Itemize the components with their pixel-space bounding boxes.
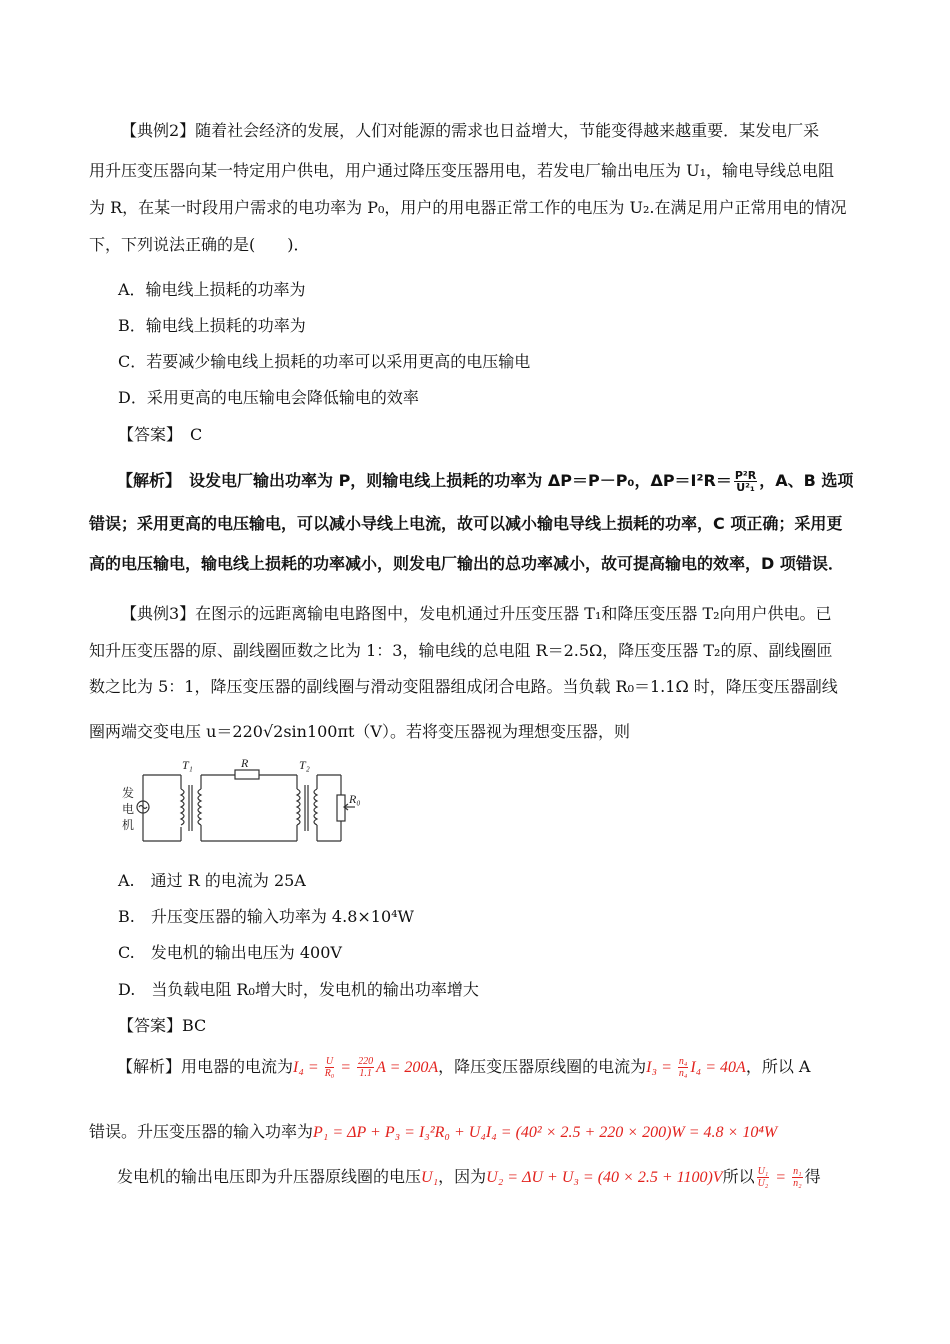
t1-label: T₁ — [182, 758, 193, 772]
generator-label-3: 机 — [122, 818, 135, 832]
ex2-answer: 【答案】 C — [118, 425, 203, 444]
r-label: R — [241, 757, 249, 770]
ex3-line3: 数之比为 5：1，降压变压器的副线圈与滑动变阻器组成闭合电路。当负载 R₀＝1.1Ω 时，降压变压器副线 — [89, 677, 838, 696]
fraction: $\frac{\text{P²R}}{\text{U²₁}}$ — [734, 469, 757, 494]
ex3-line2: 知升压变压器的原、副线圈匝数之比为 1：3，输电线的总电阻 R＝2.5Ω，降压变压器 T₂的原、副线圈匝 — [89, 641, 833, 660]
ex3-line4: 圈两端交变电压 u＝220√2sin100πt（V）。若将变压器视为理想变压器，则 — [89, 722, 630, 741]
ex2-option-c: C．若要减少输电线上损耗的功率可以采用更高的电压输电 — [118, 352, 531, 371]
fraction: $\frac{\text{U₁}}{\text{U₂}}$ — [757, 1166, 769, 1189]
sqrt-expression: √2 — [262, 722, 284, 741]
ex3-answer: 【答案】BC — [118, 1016, 207, 1035]
generator-label-1: 发 — [122, 786, 135, 800]
ex2-line1: 【典例2】随着社会经济的发展，人们对能源的需求也日益增大，节能变得越来越重要．某发电厂采 — [121, 121, 820, 140]
transmission-circuit-diagram — [119, 757, 367, 853]
t2-label: T₂ — [299, 758, 310, 772]
fraction: $\frac{\text{n₄}}{\text{n₄}}$ — [678, 1056, 688, 1079]
ex3-analysis-line1: 【解析】用电器的电流为I₄ = $\frac{U}{\text{R₀}}$ = $\frac{220}{1.1}$ A = 200A，降压变压器原线圈的电流为I₃ = $\frac{\text{n₄}}{\text{n₄}}$ I₄ = 40A，所以 A — [117, 1056, 811, 1079]
generator-label-2: 电 — [122, 802, 135, 816]
ex3-option-a: A. 通过 R 的电流为 25A — [118, 871, 306, 890]
ex2-analysis-line1: 【解析】 设发电厂输出功率为 P，则输电线上损耗的功率为 ΔP＝P－P₀，ΔP＝I²R＝ $\frac{\text{P²R}}{\text{U²₁}}$ ，A、B 选项 — [117, 469, 854, 494]
ex3-analysis-line3: 发电机的输出电压即为升压器原线圈的电压U₁，因为U₂ = ΔU + U₃ = (40 × 2.5 + 1100)V所以 $\frac{\text{U₁}}{\text{U₂}}$ = $\frac{\text{n₁}}{\text{n₂}}$ 得 — [117, 1166, 821, 1189]
resistor-r — [235, 770, 259, 779]
ex2-analysis-line2: 错误；采用更高的电压输电，可以减小导线上电流，故可以减小输电导线上损耗的功率，C 项正确；采用更 — [89, 514, 843, 533]
t1-primary-coil — [181, 789, 184, 825]
ex2-option-a: A．输电线上损耗的功率为 — [118, 280, 306, 299]
fraction: $\frac{220}{1.1}$ — [358, 1056, 374, 1079]
ex3-line1: 【典例3】在图示的远距离输电电路图中，发电机通过升压变压器 T₁和降压变压器 T₂向用户供电。已 — [121, 604, 832, 623]
ex3-analysis-line2: 错误。升压变压器的输入功率为P₁ = ΔP + P₃ = I₃²R₀ + U₄I₄ = (40² × 2.5 + 220 × 200)W = 4.8 × 10⁴W — [89, 1122, 778, 1141]
t1-secondary-coil — [198, 789, 201, 825]
fraction: $\frac{U}{\text{R₀}}$ — [324, 1056, 335, 1079]
ex3-option-d: D. 当负载电阻 R₀增大时，发电机的输出功率增大 — [118, 980, 479, 999]
ex3-option-c: C. 发电机的输出电压为 400V — [118, 943, 342, 962]
t2-primary-coil — [297, 789, 300, 825]
fraction: $\frac{\text{n₁}}{\text{n₂}}$ — [793, 1166, 802, 1189]
t2-secondary-coil — [314, 789, 317, 825]
ex2-line3: 为 R，在某一时段用户需求的电功率为 P₀，用户的用电器正常工作的电压为 U₂.在满足用户正常用电的情况 — [89, 198, 847, 217]
ex3-option-b: B. 升压变压器的输入功率为 4.8×10⁴W — [118, 907, 415, 926]
ex2-option-d: D．采用更高的电压输电会降低输电的效率 — [118, 388, 419, 407]
ex2-line4: 下，下列说法正确的是( )． — [89, 235, 310, 254]
ex2-line2: 用升压变压器向某一特定用户供电，用户通过降压变压器用电，若发电厂输出电压为 U₁，输电导线总电阻 — [89, 161, 834, 180]
example2-stem — [89, 112, 867, 149]
ex2-analysis-line3: 高的电压输电，输电线上损耗的功率减小，则发电厂输出的总功率减小，故可提高输电的效率，D 项错误． — [89, 554, 844, 573]
r0-label: R₀ — [349, 792, 361, 806]
rheostat-r0 — [337, 795, 345, 821]
ex2-option-b: B．输电线上损耗的功率为 — [118, 316, 306, 335]
example2-stem-cont — [89, 152, 867, 263]
